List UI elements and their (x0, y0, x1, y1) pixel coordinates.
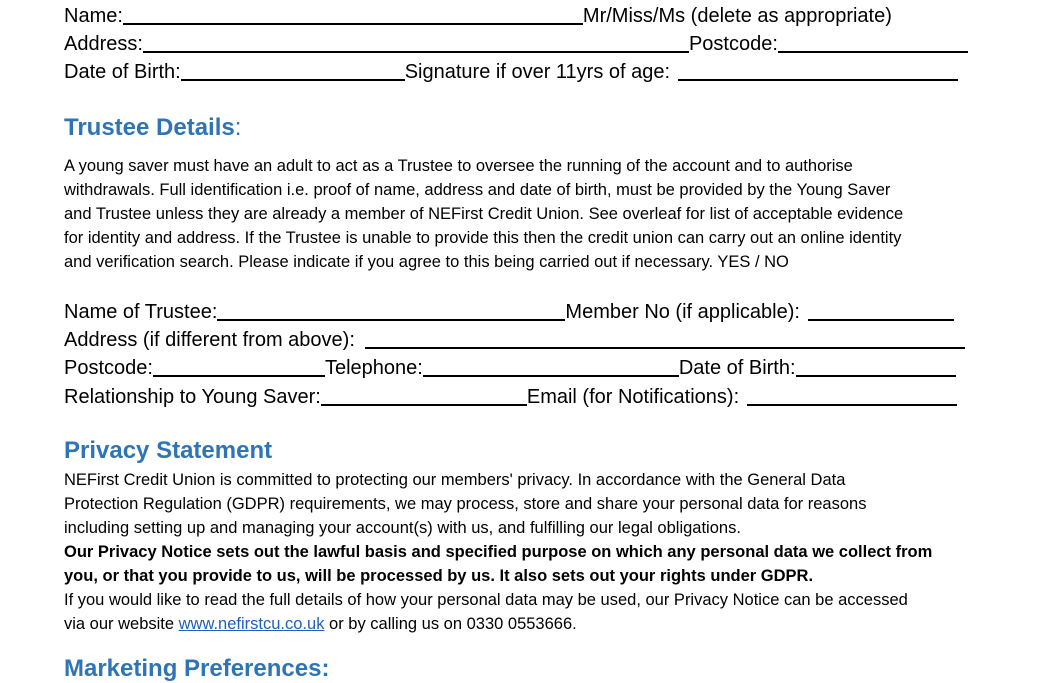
marketing-heading: Marketing Preferences: (64, 655, 330, 682)
trustee-name-row (64, 300, 954, 324)
trustee-dob-field[interactable] (796, 357, 956, 377)
trustee-postcode-field[interactable] (153, 357, 325, 377)
dob-row (64, 60, 958, 84)
postcode-label: Postcode: (688, 33, 778, 55)
privacy-statement (64, 468, 1004, 636)
privacy-line-suffix: or by calling us on 0330 0553666. (324, 615, 577, 633)
trustee-contact-row (64, 356, 956, 380)
relationship-field[interactable] (321, 386, 527, 406)
privacy-line: Protection Regulation (GDPR) requirements, we may process, store and share your personal data for reasons (64, 495, 867, 513)
signature-field[interactable] (678, 61, 958, 81)
name-field[interactable] (123, 5, 583, 25)
email-field[interactable] (747, 386, 957, 406)
trustee-intro (64, 154, 1004, 274)
trustee-intro-line: for identity and address. If the Trustee is unable to provide this then the credit union can carry out an online identity (64, 229, 902, 247)
privacy-heading: Privacy Statement (64, 437, 273, 464)
trustee-dob-label: Date of Birth: (678, 357, 796, 379)
trustee-name-label: Name of Trustee: (64, 301, 218, 323)
name-row (64, 4, 892, 28)
trustee-intro-line: A young saver must have an adult to act as a Trustee to oversee the running of the account and to authorise (64, 157, 853, 175)
telephone-field[interactable] (423, 357, 679, 377)
trustee-heading (64, 114, 241, 142)
trustee-intro-line: withdrawals. Full identification i.e. proof of name, address and date of birth, must be provided by the Young Saver (64, 181, 891, 199)
dob-label: Date of Birth: (64, 61, 181, 83)
address-row (64, 32, 968, 56)
privacy-bold-line: you, or that you provide to us, will be processed by us. It also sets out your rights under GDPR. (64, 567, 814, 585)
name-label: Name: (64, 5, 123, 27)
relationship-row (64, 385, 957, 409)
member-no-label: Member No (if applicable): (565, 301, 800, 323)
signature-label: Signature if over 11yrs of age: (404, 61, 671, 83)
privacy-line: NEFirst Credit Union is committed to protecting our members' privacy. In accordance with the General Data (64, 471, 846, 489)
address-field[interactable] (143, 33, 689, 53)
trustee-heading-colon: : (234, 114, 242, 141)
telephone-label: Telephone: (324, 357, 423, 379)
trustee-name-field[interactable] (217, 301, 565, 321)
address-label: Address: (64, 33, 143, 55)
privacy-line: If you would like to read the full details of how your personal data may be used, our Privacy Notice can be accessed (64, 591, 908, 609)
privacy-line-prefix: via our website (64, 615, 179, 633)
privacy-bold-line: Our Privacy Notice sets out the lawful basis and specified purpose on which any personal data we collect from (64, 543, 933, 561)
member-no-field[interactable] (808, 301, 954, 321)
trustee-heading-text: Trustee Details (64, 114, 235, 141)
website-link[interactable]: www.nefirstcu.co.uk (178, 615, 325, 633)
privacy-line: including setting up and managing your account(s) with us, and fulfilling our legal obligations. (64, 519, 741, 537)
dob-field[interactable] (181, 61, 405, 81)
trustee-intro-line: and Trustee unless they are already a member of NEFirst Credit Union. See overleaf for list of acceptable evidence (64, 205, 904, 223)
email-label: Email (for Notifications): (526, 386, 740, 408)
postcode-field[interactable] (778, 33, 968, 53)
trustee-address-row (64, 328, 965, 352)
trustee-intro-line: and verification search. Please indicate if you agree to this being carried out if necessary. YES / NO (64, 253, 789, 271)
trustee-address-label: Address (if different from above): (64, 329, 355, 351)
trustee-postcode-label: Postcode: (64, 357, 153, 379)
trustee-address-field[interactable] (365, 329, 965, 349)
relationship-label: Relationship to Young Saver: (64, 386, 321, 408)
privacy-contact-line (64, 612, 1004, 636)
title-label: Mr/Miss/Ms (delete as appropriate) (582, 5, 892, 27)
